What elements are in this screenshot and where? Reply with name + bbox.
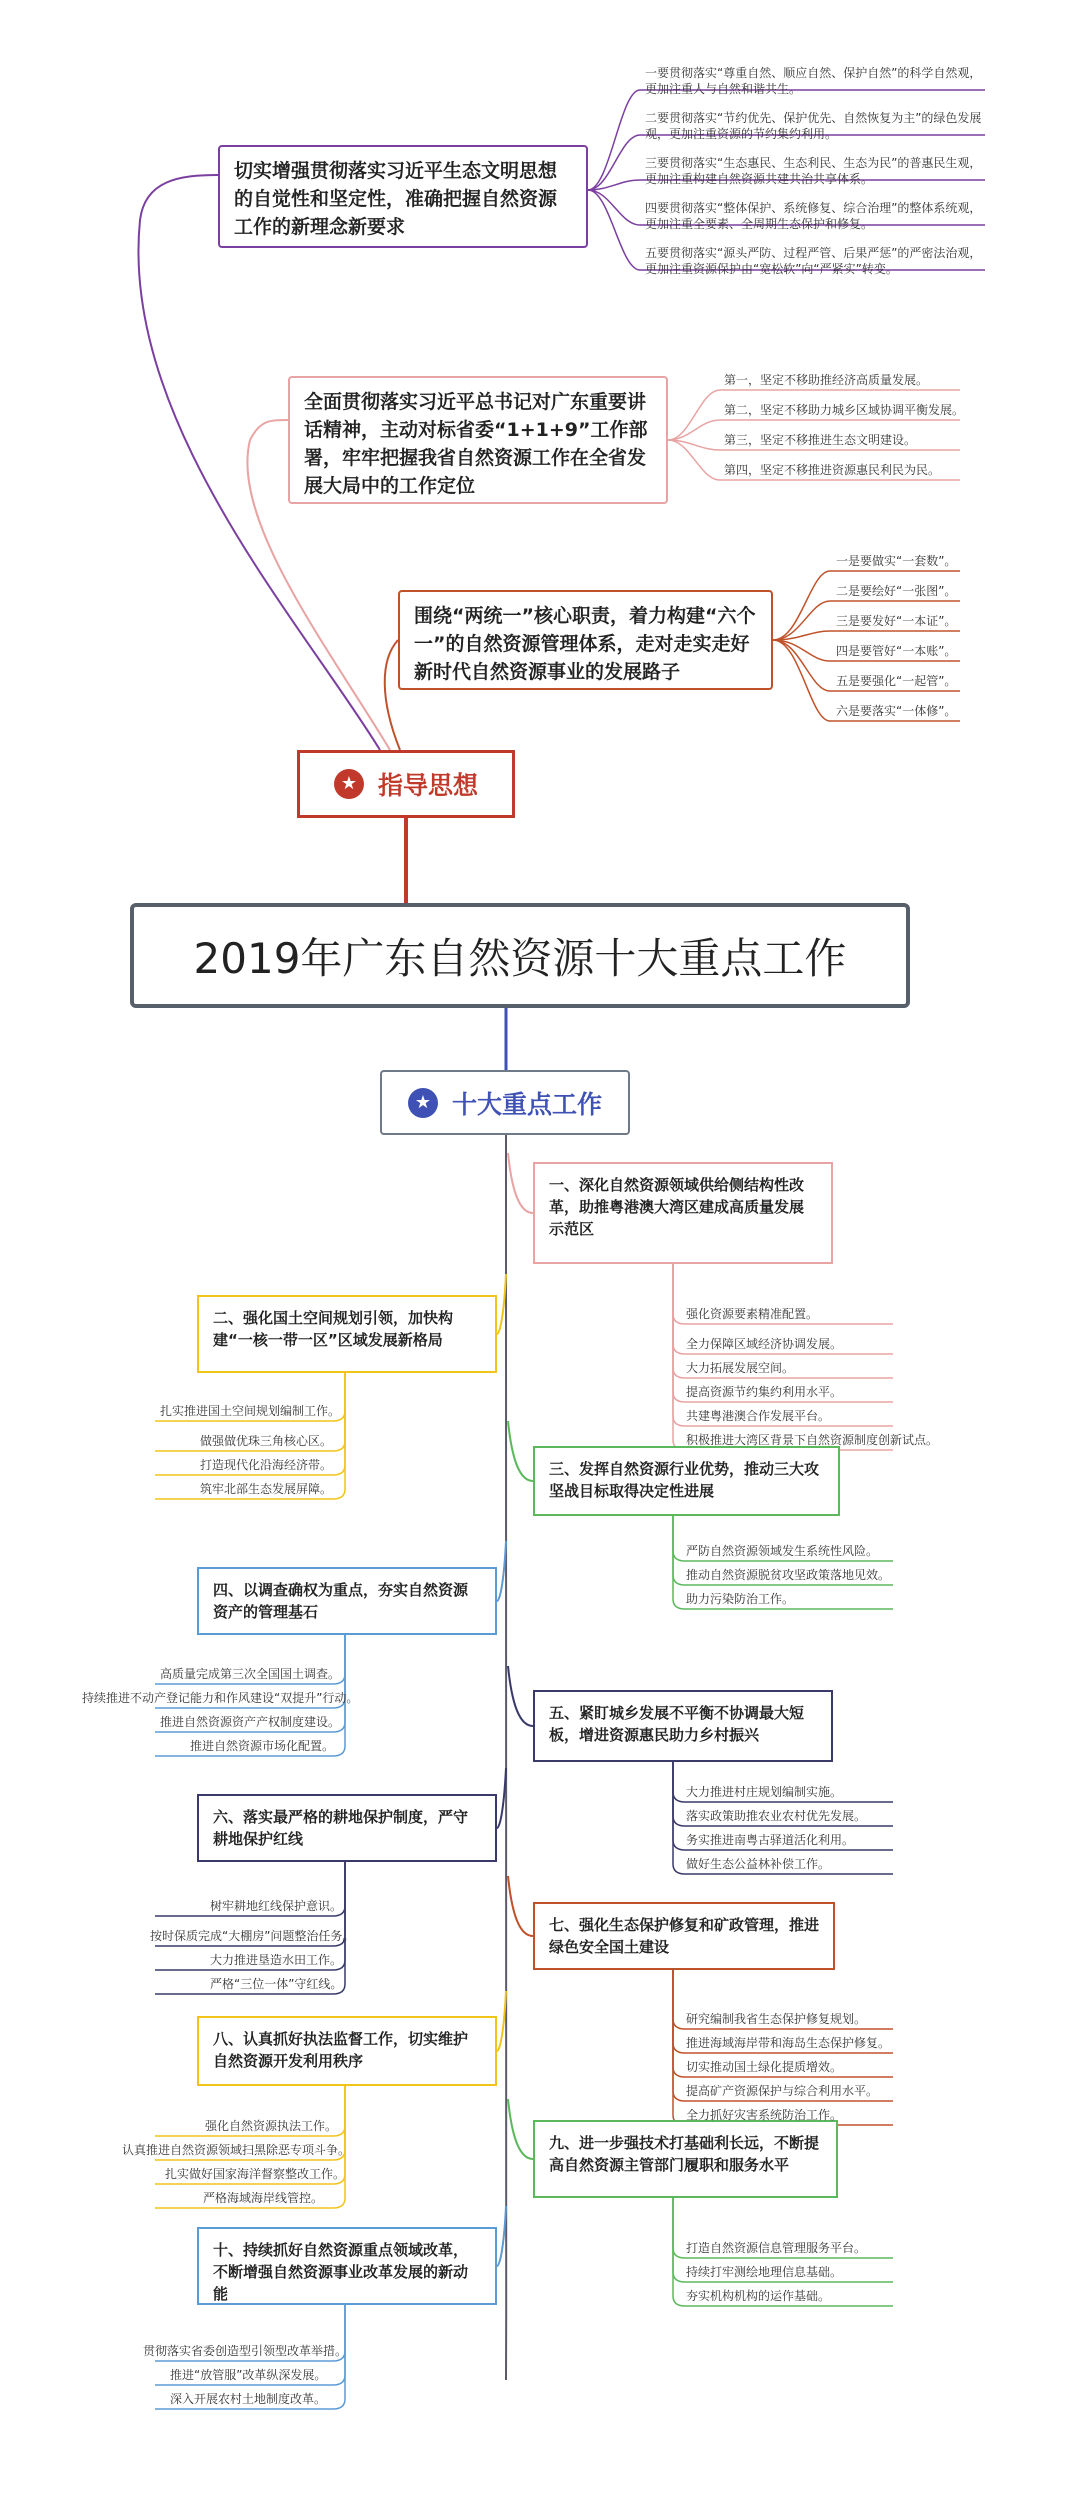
guiding-leaf: 一要贯彻落实“尊重自然、顺应自然、保护自然”的科学自然观，更加注重人与自然和谐共生。 <box>645 66 982 96</box>
guiding-leaf: 五是要强化“一起管”。 <box>836 674 957 688</box>
guiding-branch-2-text: 全面贯彻落实习近平总书记对广东重要讲话精神，主动对标省委“1+1+9”工作部署，牢牢把握我省自然资源工作在全省发展大局中的工作定位 <box>304 391 648 497</box>
guiding-leaf: 第四，坚定不移推进资源惠民利民为民。 <box>724 463 941 477</box>
guiding-branch-3 <box>398 590 773 690</box>
task-box-2 <box>197 1295 497 1373</box>
task-box-7 <box>533 1902 835 1970</box>
task-text: 九、进一步强技术打基础利长远，不断提高自然资源主管部门履职和服务水平 <box>549 2134 820 2174</box>
task-box-8 <box>197 2016 497 2086</box>
task-leaf: 树牢耕地红线保护意识。 <box>210 1899 343 1913</box>
task-leaf: 深入开展农村土地制度改革。 <box>170 2392 327 2406</box>
connector-line <box>773 631 960 640</box>
task-text: 五、紧盯城乡发展不平衡不协调最大短板，增进资源惠民助力乡村振兴 <box>549 1704 805 1744</box>
guiding-leaf: 第一，坚定不移助推经济高质量发展。 <box>724 373 929 387</box>
task-leaf: 强化资源要素精准配置。 <box>686 1307 819 1321</box>
task-leaf: 提高矿产资源保护与综合利用水平。 <box>686 2084 879 2098</box>
connector-line <box>506 1135 507 2380</box>
task-leaf: 高质量完成第三次全国国土调查。 <box>160 1667 341 1681</box>
guiding-leaf: 五要贯彻落实“源头严防、过程严管、后果严惩”的严密法治观，更加注重资源保护由“宽松软”向“严紧实”转变。 <box>645 246 982 276</box>
task-text: 二、强化国土空间规划引领，加快构建“一核一带一区”区域发展新格局 <box>213 1309 454 1349</box>
task-box-4 <box>197 1567 497 1635</box>
connector-line <box>497 1541 506 1601</box>
guiding-branch-3-text: 围绕“两统一”核心职责，着力构建“六个一”的自然资源管理体系，走对走实走好新时代自然资源事业的发展路子 <box>414 605 756 683</box>
task-leaf: 严格海域海岸线管控。 <box>203 2191 324 2205</box>
task-leaf: 严格“三位一体”守红线。 <box>210 1977 343 1991</box>
guiding-leaf: 二要贯彻落实“节约优先、保护优先、自然恢复为主”的绿色发展观，更加注重资源的节约集约利用。 <box>645 111 982 141</box>
connector-line <box>508 1876 533 1936</box>
star-icon: ★ <box>408 1088 438 1118</box>
task-leaf: 推进自然资源资产产权制度建设。 <box>160 1715 341 1729</box>
task-leaf: 全力保障区域经济协调发展。 <box>686 1337 843 1351</box>
guiding-leaf: 二是要绘好“一张图”。 <box>836 584 957 598</box>
connector-line <box>673 1264 893 1402</box>
task-text: 十、持续抓好自然资源重点领域改革，不断增强自然资源事业改革发展的新动能 <box>213 2241 469 2303</box>
task-leaf: 推进自然资源市场化配置。 <box>190 1739 335 1753</box>
task-text: 三、发挥自然资源行业优势，推动三大攻坚战目标取得决定性进展 <box>549 1460 820 1500</box>
star-icon: ★ <box>334 769 364 799</box>
task-text: 一、深化自然资源领域供给侧结构性改革，助推粤港澳大湾区建成高质量发展示范区 <box>549 1176 805 1238</box>
task-leaf: 打造自然资源信息管理服务平台。 <box>686 2241 867 2255</box>
connector-line <box>508 1421 533 1481</box>
task-leaf: 按时保质完成“大棚房”问题整治任务。 <box>150 1929 355 1943</box>
task-leaf: 大力推进垦造水田工作。 <box>210 1953 343 1967</box>
task-text: 六、落实最严格的耕地保护制度，严守耕地保护红线 <box>213 1808 469 1848</box>
guiding-leaf: 六是要落实“一体修”。 <box>836 704 957 718</box>
connector-line <box>497 2206 506 2266</box>
guiding-leaf: 第二，坚定不移助力城乡区域协调平衡发展。 <box>724 403 965 417</box>
connector-line <box>508 1153 533 1213</box>
task-box-10 <box>197 2227 497 2305</box>
guiding-branch-1 <box>218 145 588 248</box>
connector-line <box>497 1274 506 1334</box>
task-leaf: 扎实做好国家海洋督察整改工作。 <box>165 2167 346 2181</box>
task-leaf: 认真推进自然资源领域扫黑除恶专项斗争。 <box>122 2143 351 2157</box>
task-leaf: 推进海域海岸带和海岛生态保护修复。 <box>686 2036 891 2050</box>
guiding-leaf: 三要贯彻落实“生态惠民、生态利民、生态为民”的普惠民生观，更加注重构建自然资源共建共治共享体系。 <box>645 156 982 186</box>
guiding-leaf: 四是要管好“一本账”。 <box>836 644 957 658</box>
task-leaf: 积极推进大湾区背景下自然资源制度创新试点。 <box>686 1433 939 1447</box>
task-leaf: 推进“放管服”改革纵深发展。 <box>170 2368 327 2382</box>
task-leaf: 全力抓好灾害系统防治工作。 <box>686 2108 843 2122</box>
task-leaf: 落实政策助推农业农村优先发展。 <box>686 1809 867 1823</box>
task-leaf: 推动自然资源脱贫攻坚政策落地见效。 <box>686 1568 891 1582</box>
guiding-leaf: 三是要发好“一本证”。 <box>836 614 957 628</box>
main-title <box>130 903 910 1008</box>
connector-line <box>497 1991 506 2051</box>
guiding-leaf: 第三，坚定不移推进生态文明建设。 <box>724 433 917 447</box>
task-box-6 <box>197 1794 497 1862</box>
task-leaf: 做好生态公益林补偿工作。 <box>686 1857 831 1871</box>
task-box-3 <box>533 1446 840 1516</box>
task-leaf: 打造现代化沿海经济带。 <box>200 1458 333 1472</box>
connector-line <box>773 571 960 640</box>
guiding-leaf: 一是要做实“一套数”。 <box>836 554 957 568</box>
task-leaf: 大力推进村庄规划编制实施。 <box>686 1785 843 1799</box>
task-leaf: 夯实机构机构的运作基础。 <box>686 2289 831 2303</box>
task-leaf: 研究编制我省生态保护修复规划。 <box>686 2012 867 2026</box>
task-text: 七、强化生态保护修复和矿政管理，推进绿色安全国土建设 <box>549 1916 820 1956</box>
task-leaf: 贯彻落实省委创造型引领型改革举措。 <box>143 2344 348 2358</box>
ten-tasks-header-text: 十大重点工作 <box>451 1089 602 1119</box>
task-leaf: 筑牢北部生态发展屏障。 <box>200 1482 333 1496</box>
task-box-5 <box>533 1690 833 1762</box>
main-title-text: 2019年广东自然资源十大重点工作 <box>193 933 847 983</box>
guiding-header <box>297 750 515 818</box>
task-leaf: 做强做优珠三角核心区。 <box>200 1434 333 1448</box>
task-text: 八、认真抓好执法监督工作，切实维护自然资源开发利用秩序 <box>213 2030 469 2070</box>
task-leaf: 共建粤港澳合作发展平台。 <box>686 1409 831 1423</box>
task-leaf: 持续推进不动产登记能力和作风建设“双提升”行动。 <box>82 1691 359 1705</box>
task-box-9 <box>533 2120 838 2198</box>
ten-tasks-header <box>380 1070 630 1135</box>
task-leaf: 大力拓展发展空间。 <box>686 1361 795 1375</box>
guiding-leaf: 四要贯彻落实“整体保护、系统修复、综合治理”的整体系统观，更加注重全要素、全周期生态保护和修复。 <box>645 201 982 231</box>
guiding-branch-2 <box>288 376 668 504</box>
guiding-branch-1-text: 切实增强贯彻落实习近平生态文明思想的自觉性和坚定性，准确把握自然资源工作的新理念新要求 <box>234 160 558 238</box>
connector-line <box>508 1666 533 1726</box>
task-leaf: 助力污染防治工作。 <box>686 1592 795 1606</box>
guiding-header-text: 指导思想 <box>377 771 478 800</box>
task-text: 四、以调查确权为重点，夯实自然资源资产的管理基石 <box>213 1581 469 1621</box>
task-leaf: 扎实推进国土空间规划编制工作。 <box>160 1404 341 1418</box>
task-leaf: 持续打牢测绘地理信息基础。 <box>686 2265 843 2279</box>
task-leaf: 强化自然资源执法工作。 <box>205 2119 338 2133</box>
connector-line <box>497 1768 506 1828</box>
task-box-1 <box>533 1162 833 1264</box>
connector-line <box>508 2099 533 2159</box>
task-leaf: 提高资源节约集约利用水平。 <box>686 1385 843 1399</box>
task-leaf: 切实推动国土绿化提质增效。 <box>686 2060 843 2074</box>
task-leaf: 严防自然资源领域发生系统性风险。 <box>686 1544 879 1558</box>
task-leaf: 务实推进南粤古驿道活化利用。 <box>686 1833 855 1847</box>
